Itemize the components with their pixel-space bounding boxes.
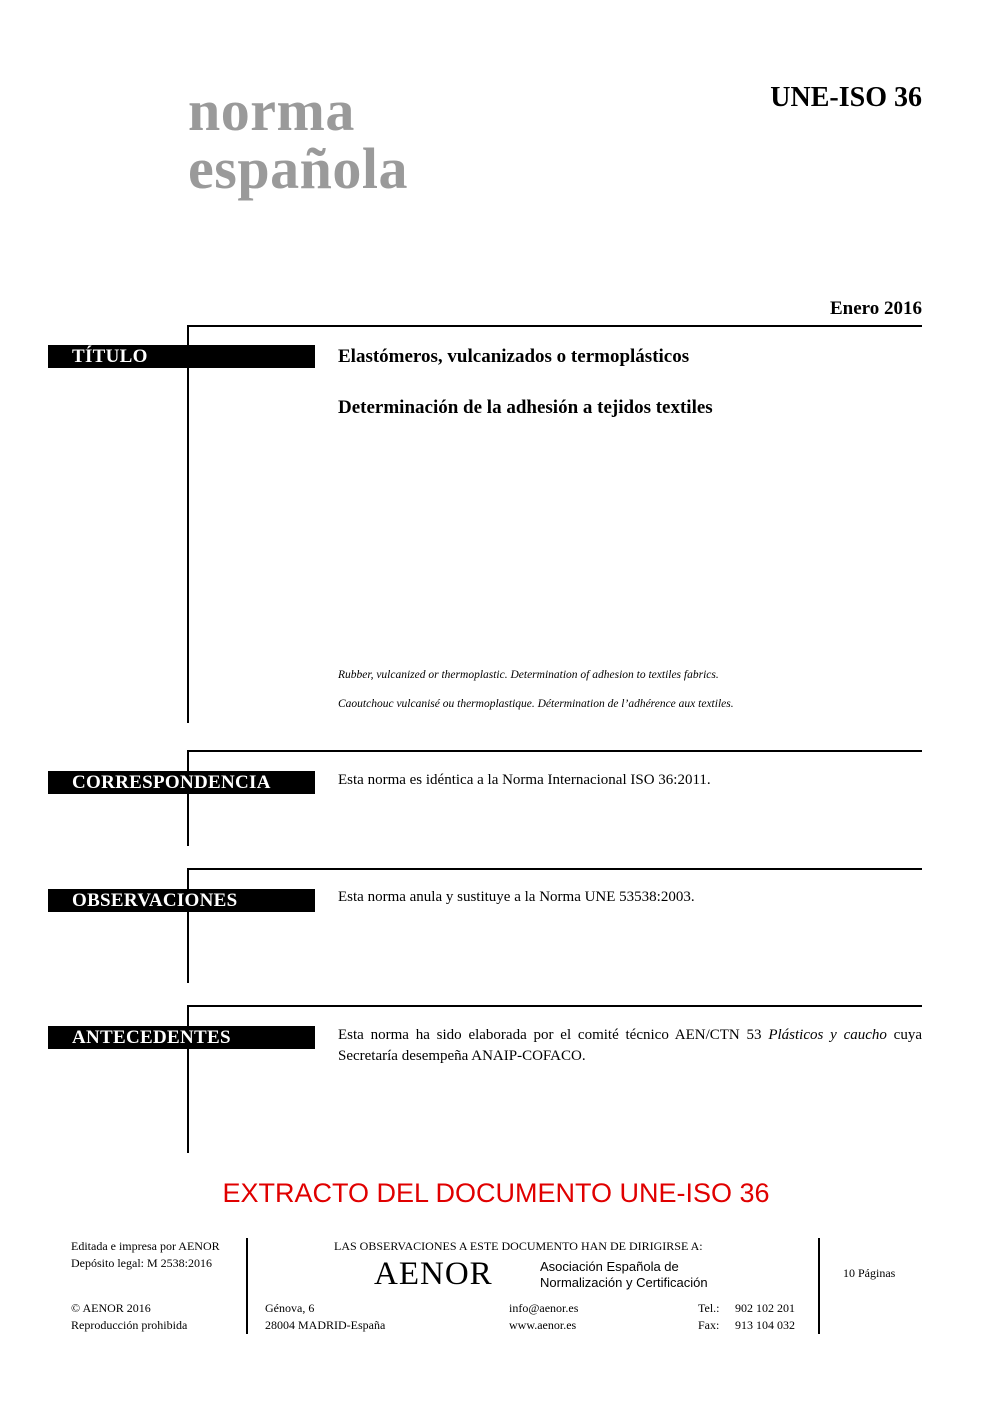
observaciones-text: Esta norma anula y sustituye a la Norma UNE 53538:2003. bbox=[338, 889, 695, 905]
section-divider-antecedentes bbox=[187, 1005, 922, 1007]
footer-fax-label: Fax: bbox=[698, 1318, 720, 1332]
aenor-org-line1: Asociación Española de bbox=[540, 1259, 679, 1274]
footer-publisher-block bbox=[71, 1238, 220, 1272]
extract-banner: EXTRACTO DEL DOCUMENTO UNE-ISO 36 bbox=[222, 1178, 770, 1208]
footer-web[interactable]: www.aenor.es bbox=[509, 1318, 577, 1332]
section-divider-observaciones bbox=[187, 868, 922, 870]
footer-address-line2: 28004 MADRID-España bbox=[265, 1318, 386, 1332]
label-antecedentes: ANTECEDENTES bbox=[48, 1026, 315, 1049]
footer-email[interactable]: info@aenor.es bbox=[509, 1301, 579, 1315]
footer-edited: Editada e impresa por AENOR bbox=[71, 1239, 220, 1253]
footer-page-count: 10 Páginas bbox=[843, 1266, 896, 1280]
brand-line1: norma bbox=[188, 78, 355, 143]
footer-copyright: © AENOR 2016 bbox=[71, 1301, 151, 1315]
aenor-organization-name bbox=[540, 1259, 708, 1291]
footer-legal-deposit: Depósito legal: M 2538:2016 bbox=[71, 1256, 212, 1270]
label-correspondencia: CORRESPONDENCIA bbox=[48, 771, 315, 794]
footer-copyright-block bbox=[71, 1300, 187, 1334]
standard-code: UNE-ISO 36 bbox=[770, 82, 922, 113]
footer-tel: 902 102 201 bbox=[735, 1301, 795, 1315]
brand-line2: española bbox=[188, 136, 408, 201]
aenor-org-line2: Normalización y Certificación bbox=[540, 1275, 708, 1290]
antecedentes-text-start: Esta norma ha sido elaborada por el comité técnico AEN/CTN 53 bbox=[338, 1027, 769, 1043]
antecedentes-committee-name: Plásticos y caucho bbox=[768, 1027, 887, 1043]
aenor-logo: AENOR bbox=[374, 1256, 493, 1292]
title-spanish-main: Elastómeros, vulcanizados o termoplásticos bbox=[338, 346, 690, 367]
section-vertical-rule-titulo bbox=[187, 325, 189, 723]
title-french: Caoutchouc vulcanisé ou thermoplastique. Détermination de l’adhérence aux textiles. bbox=[338, 698, 734, 710]
antecedentes-text-end: cuya Secretaría desempeña ANAIP-COFACO. bbox=[338, 1027, 922, 1064]
footer-observations-heading: LAS OBSERVACIONES A ESTE DOCUMENTO HAN DE DIRIGIRSE A: bbox=[334, 1239, 703, 1253]
section-vertical-rule-observaciones bbox=[187, 868, 189, 983]
footer-address bbox=[265, 1300, 385, 1334]
footer-phone-numbers bbox=[735, 1300, 795, 1334]
footer-divider-right bbox=[818, 1238, 820, 1334]
footer-address-line1: Génova, 6 bbox=[265, 1301, 315, 1315]
brand-title bbox=[188, 78, 408, 201]
correspondencia-text: Esta norma es idéntica a la Norma Internacional ISO 36:2011. bbox=[338, 772, 711, 788]
footer-phone-labels bbox=[698, 1300, 720, 1334]
section-vertical-rule-correspondencia bbox=[187, 750, 189, 846]
footer-tel-label: Tel.: bbox=[698, 1301, 720, 1315]
footer-reproduction: Reproducción prohibida bbox=[71, 1318, 188, 1332]
footer-fax: 913 104 032 bbox=[735, 1318, 795, 1332]
label-titulo: TÍTULO bbox=[48, 345, 315, 368]
section-divider-titulo bbox=[187, 325, 922, 327]
label-observaciones: OBSERVACIONES bbox=[48, 889, 315, 912]
title-spanish-sub: Determinación de la adhesión a tejidos textiles bbox=[338, 397, 713, 418]
antecedentes-text bbox=[338, 1025, 922, 1067]
title-english: Rubber, vulcanized or thermoplastic. Determination of adhesion to textiles fabrics. bbox=[338, 669, 719, 681]
section-divider-correspondencia bbox=[187, 750, 922, 752]
footer-divider-left bbox=[246, 1238, 248, 1334]
footer-contact-online bbox=[509, 1300, 578, 1334]
publication-date: Enero 2016 bbox=[829, 298, 922, 319]
